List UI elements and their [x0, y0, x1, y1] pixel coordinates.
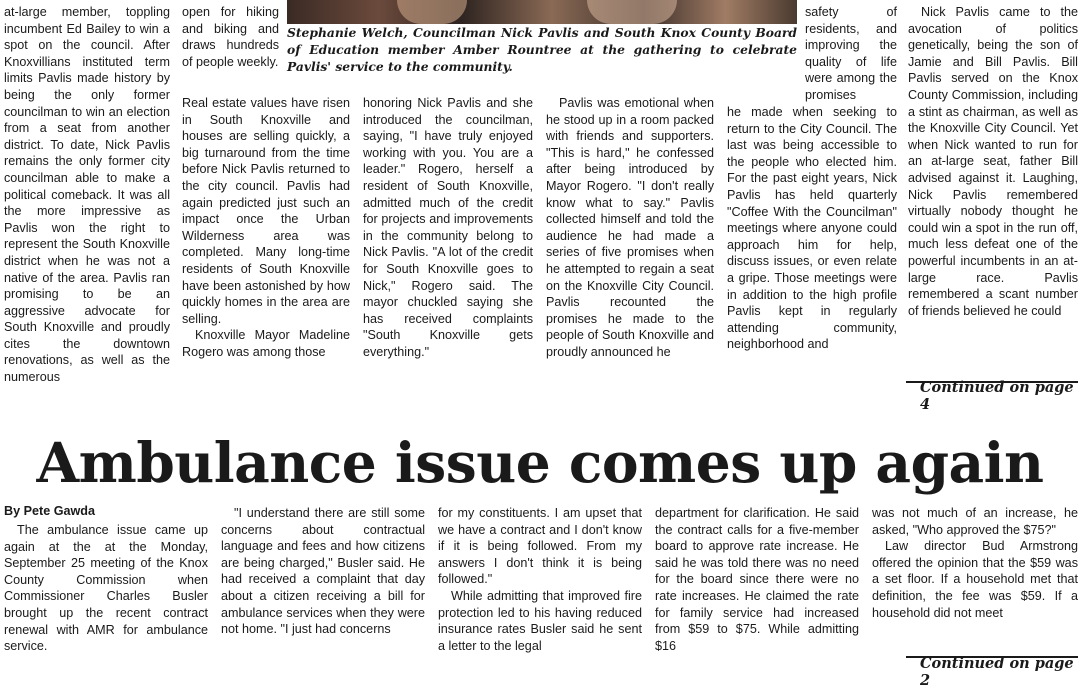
story2-column-3 — [438, 505, 642, 654]
story2-column-2 — [221, 505, 425, 638]
byline: By Pete Gawda — [4, 504, 95, 518]
top-story-column-2-upper — [182, 4, 279, 70]
story2-col3-text: for my constituents. I am upset that we have a contract and I don't know if it is being followed. From my answers I don't think it is being followed." — [438, 506, 642, 587]
story2-column-1 — [4, 522, 208, 655]
story2-col5-para2: Law director Bud Armstrong offered the opinion that the $59 was a set floor. If a household met that definition, the fee was $59. If a household did not meet — [872, 539, 1078, 620]
top-story-column-2 — [182, 95, 350, 361]
photo — [287, 0, 797, 24]
top-story-column-6 — [908, 4, 1078, 319]
story2-col4-text: department for clarification. He said the contract calls for a five-member board to approve rate increase. He said he was told there was no need for the board since there were no rate increases. He claimed the rate for family service had increased from $59 to $75. While admitting $16 — [655, 506, 859, 653]
continued-on-page-2-link[interactable]: Continued on page 2 — [920, 655, 1074, 689]
top-col5-body-text: he made when seeking to return to the City Council. The last was being accessible to the people who elected him. For the past eight years, Nick Pavlis has held quarterly "Coffee With the Councilman" meetings where anyone could approach him for help, discuss issues, or even relate a gripe. Those meetings were in addition to the high profile Pavlis kept in regularly attending community, neighborhood and — [727, 105, 897, 352]
story2-col3-para2: While admitting that improved fire protection led to his having reduced insurance rates Busler said he sent a letter to the legal — [438, 588, 642, 653]
story2-column-5 — [872, 505, 1078, 621]
continued-on-page-4-link[interactable]: Continued on page 4 — [920, 379, 1074, 413]
top-col6-text: Nick Pavlis came to the avocation of politics genetically, being the son of Jamie and Bill Pavlis. Bill Pavlis served on the Knox County Commission, including a stint as chairman, as well as the Knoxville City Council. Yet when Nick wanted to run for an at-large seat, father Bill advised against it. Laughing, Nick Pavlis remembered virtually nobody thought he could win a spot in the run off, much less defeat one of the powerful incumbents in an at-large race. Pavlis remembered a scant number of friends believed he could — [908, 5, 1078, 318]
story2-column-4 — [655, 505, 859, 654]
top-col1-text: at-large member, toppling incumbent Ed Bailey to win a spot on the council. After Knoxvillians instituted term limits Pavlis made history by being the only former councilman to win an election from a seat from another district. To date, Nick Pavlis remains the only former city councilman able to make a political comeback. It was all the more impressive as Pavlis won the right to represent the South Knoxville district when he was not a native of the area. Pavlis ran promising to be an aggressive advocate for South Knoxville and proudly cites the downtown renovations, as well as the numerous — [4, 5, 170, 385]
top-col4-text: Pavlis was emotional when he stood up in a room packed with friends and supporters. "This is hard," he confessed after being introduced by Mayor Rogero. "I don't really know what to say." Pavlis collected himself and told the audience he had made a series of five promises when he attempted to regain a seat on the Knoxville City Council. Pavlis recounted the promises he made to the people of South Knoxville and proudly announced he — [546, 96, 714, 359]
top-col2-top-text: open for hiking and biking and draws hundreds of people weekly. — [182, 5, 279, 69]
photo-figure-left — [397, 0, 467, 24]
headline: Ambulance issue comes up again — [36, 430, 1044, 495]
top-story-column-5-upper — [805, 4, 897, 104]
top-story-column-3 — [363, 95, 533, 361]
photo-figure-right — [587, 0, 677, 24]
story2-col5-text: was not much of an increase, he asked, "Who approved the $75?" — [872, 506, 1078, 537]
photo-caption: Stephanie Welch, Councilman Nick Pavlis and South Knox County Board of Education member Amber Rountree at the gathering to celebrate Pavlis' service to the community. — [287, 25, 797, 74]
top-story-column-5 — [727, 104, 897, 353]
top-story-column-4 — [546, 95, 714, 361]
top-col2-para2: Knoxville Mayor Madeline Rogero was among those — [182, 328, 350, 359]
top-story-column-1 — [4, 4, 170, 386]
top-col5-top-text: safety of residents, and improving the quality of life were among the promises — [805, 5, 897, 102]
top-col3-text: honoring Nick Pavlis and she introduced the councilman, saying, "I have truly enjoyed working with you. You are a leader." Rogero, herself a resident of South Knoxville, admitted much of the credit for projects and improvements in the community belong to Nick Pavlis. "A lot of the credit for South Knoxville goes to Nick," Rogero said. The mayor chuckled saying she has received complaints "South Knoxville gets everything." — [363, 96, 533, 359]
story2-col2-text: "I understand there are still some concerns about contractual language and fees and how citizens are being charged," Busler said. He had received a complaint that day about a citizen receiving a bill for ambulance services when they were not home. "I just had concerns — [221, 506, 425, 637]
story2-col1-text: The ambulance issue came up again at the at the Monday, September 25 meeting of the Knox County Commission when Commissioner Charles Busler brought up the recent contract renewal with AMR for ambulance service. — [4, 523, 208, 654]
top-col2-body-text: Real estate values have risen in South Knoxville and houses are selling quickly, a big turnaround from the time before Nick Pavlis returned to the city council. Pavlis had again predicted just such an impact once the Urban Wilderness area was completed. Many long-time residents of South Knoxville have been astonished by how quickly homes in the area are selling. — [182, 96, 350, 326]
